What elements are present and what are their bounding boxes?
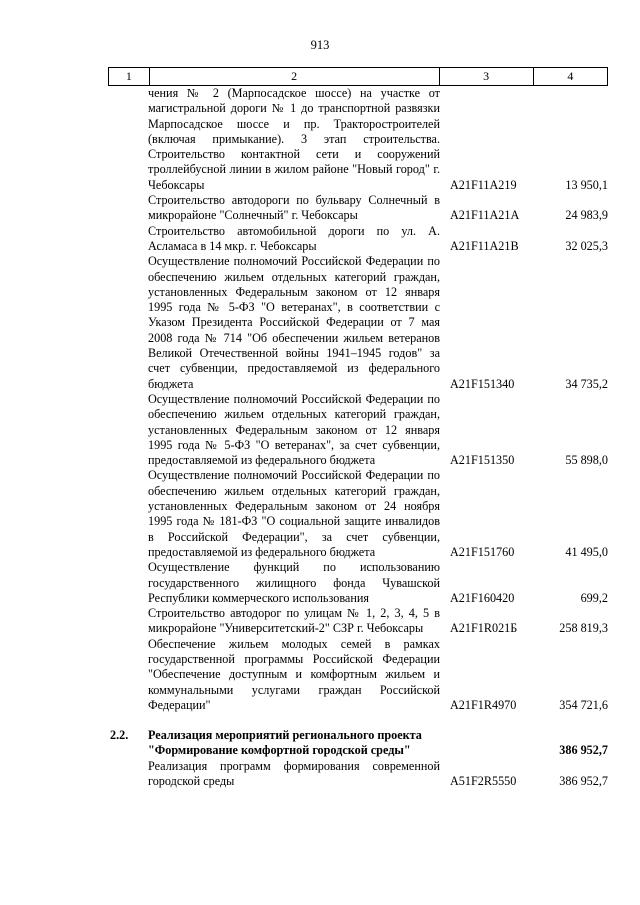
table-row: [108, 759, 608, 790]
row-number: [108, 86, 148, 193]
row-description: Строительство автомобильной дороги по ул. А. Асламаса в 14 мкр. г. Чебоксары: [148, 223, 440, 253]
row-amount: 386 952,7: [559, 774, 608, 789]
row-amount: 24 983,9: [565, 208, 608, 223]
header-col-1: 1: [109, 68, 150, 86]
row-code: А21F1R4970: [450, 697, 517, 712]
table-row: [108, 224, 608, 255]
row-amount: 34 735,2: [565, 376, 608, 391]
row-code: А21F160420: [450, 590, 515, 605]
row-code: А21F11A21A: [450, 208, 520, 223]
row-number: [108, 637, 148, 713]
row-description: Осуществление функций по использованию государственного жилищного фонда Чувашской Республики коммерческого использования: [148, 560, 440, 605]
row-code: А21F11A219: [450, 177, 517, 192]
row-code: А51F2R5550: [450, 774, 517, 789]
row-description: Строительство автодорог по улицам № 1, 2, 3, 4, 5 в микрорайоне "Университетский-2" СЗР г. Чебоксары: [148, 606, 440, 636]
column-header-table: [108, 67, 608, 86]
row-amount: 32 025,3: [565, 238, 608, 253]
row-number: [108, 224, 148, 255]
table-row: [108, 468, 608, 560]
row-description: Строительство автодороги по бульвару Солнечный в микрорайоне "Солнечный" г. Чебоксары: [148, 193, 440, 223]
row-amount: 41 495,0: [565, 544, 608, 559]
row-description: Обеспечение жильем молодых семей в рамках государственной программы Российской Федерации "Обеспечение доступным и комфортным жильем и коммунальными услугами граждан Российской Федерации": [148, 636, 440, 712]
table-row: [108, 193, 608, 224]
row-description: Реализация программ формирования современной городской среды: [148, 758, 440, 789]
table-row: [108, 86, 608, 193]
section-row: [108, 728, 608, 759]
row-number: [108, 193, 148, 224]
row-code: А21F151350: [450, 453, 515, 468]
budget-table-body: [108, 86, 608, 789]
row-number: [108, 392, 148, 468]
row-code: А21F11A21B: [450, 238, 519, 253]
row-code: А21F1R021Б: [450, 621, 518, 636]
row-description: Осуществление полномочий Российской Федерации по обеспечению жильем отдельных категорий граждан, установленных Федеральным законом от 12 января 1995 года № 5-ФЗ "О ветеранах", в соответствии с Указом Президента Российской Федерации от 7 мая 2008 года № 714 "Об обеспечении жильем ветеранов Великой Отечественной войны 1941–1945 годов" за счет субвенции, предоставляемой из федерального бюджета: [148, 254, 440, 391]
row-code: А21F151340: [450, 376, 515, 391]
row-number: [108, 254, 148, 392]
table-row: [108, 637, 608, 713]
table-row: [108, 560, 608, 606]
section-title: Реализация мероприятий регионального проекта "Формирование комфортной городской среды": [148, 728, 422, 758]
section-code: [440, 728, 534, 759]
section-number: 2.2.: [110, 728, 129, 743]
table-row: [108, 254, 608, 392]
table-row: [108, 606, 608, 637]
row-description: Осуществление полномочий Российской Федерации по обеспечению жильем отдельных категорий граждан, установленных Федеральным законом от 24 ноября 1995 года № 181-ФЗ "О социальной защите инвалидов в Российской Федерации", за счет субвенции, предоставляемой из федерального бюджета: [148, 468, 440, 559]
header-col-2: 2: [149, 68, 439, 86]
row-amount: 354 721,6: [559, 697, 608, 712]
page-number: 913: [310, 38, 330, 52]
row-amount: 13 950,1: [565, 177, 608, 192]
row-number: [108, 759, 148, 790]
row-description: чения № 2 (Марпосадское шоссе) на участке от магистральной дороги № 1 до транспортной развязки Марпосадское шоссе и пр. Тракторостроителей (включая примыкание). 3 этап строительства. Строительство контактной сети и сооружений троллейбусной линии в жилом районе "Новый город" г. Чебоксары: [148, 86, 440, 192]
row-code: А21F151760: [450, 544, 515, 559]
section-amount: 386 952,7: [559, 743, 608, 758]
row-number: [108, 606, 148, 637]
header-col-3: 3: [439, 68, 533, 86]
row-amount: 699,2: [580, 590, 608, 605]
row-description: Осуществление полномочий Российской Федерации по обеспечению жильем отдельных категорий граждан, установленных Федеральным законом от 12 января 1995 года № 5-ФЗ "О ветеранах", за счет субвенции, предоставляемой из федерального бюджета: [148, 391, 440, 468]
row-number: [108, 468, 148, 560]
row-number: [108, 560, 148, 606]
table-row: [108, 392, 608, 468]
header-col-4: 4: [533, 68, 607, 86]
row-amount: 55 898,0: [565, 453, 608, 468]
row-amount: 258 819,3: [559, 621, 608, 636]
